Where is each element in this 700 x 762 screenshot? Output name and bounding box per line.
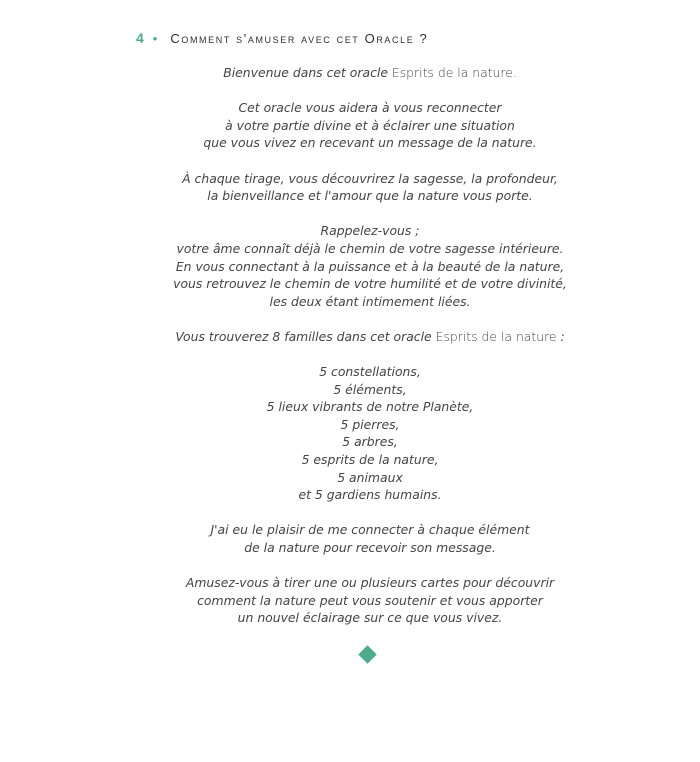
text-fragment: : — [556, 328, 565, 344]
text-line: Cet oracle vous aidera à vous reconnecter — [238, 100, 502, 116]
text-line: Rappelez-vous ; — [320, 223, 420, 239]
paragraph-pleasure — [0, 521, 700, 556]
text-line: vous retrouvez le chemin de votre humilité et de votre divinité, — [173, 276, 567, 292]
oracle-name: Esprits de la nature — [435, 328, 557, 344]
text-line: En vous connectant à la puissance et à la beauté de la nature, — [175, 258, 565, 274]
list-item: 5 éléments, — [333, 381, 407, 397]
running-header — [136, 30, 428, 46]
text-line: votre âme connaît déjà le chemin de votre sagesse intérieure. — [176, 240, 564, 256]
text-line: un nouvel éclairage sur ce que vous vivez. — [237, 610, 503, 626]
header-bullet: • — [152, 30, 158, 46]
diamond-ornament-icon — [358, 645, 376, 663]
families-list — [0, 363, 700, 504]
text-line: À chaque tirage, vous découvrirez la sagesse, la profondeur, — [182, 170, 558, 186]
page-body — [0, 64, 700, 645]
text-line: à votre partie divine et à éclairer une situation — [225, 117, 515, 133]
paragraph-purpose — [0, 99, 700, 152]
text-line: la bienveillance et l'amour que la nature vous porte. — [207, 188, 533, 204]
paragraph-draw — [0, 170, 700, 205]
list-item: et 5 gardiens humains. — [298, 487, 442, 503]
paragraph-enjoy — [0, 574, 700, 627]
paragraph-remember — [0, 222, 700, 310]
intro-paragraph — [0, 64, 700, 82]
list-item: 5 constellations, — [319, 364, 421, 380]
list-item: 5 esprits de la nature, — [301, 452, 439, 468]
list-item: 5 animaux — [337, 469, 403, 485]
text-line: Amusez-vous à tirer une ou plusieurs cartes pour découvrir — [185, 575, 555, 591]
oracle-name: Esprits de la nature. — [391, 65, 517, 80]
text-line: de la nature pour recevoir son message. — [244, 540, 496, 556]
list-item: 5 lieux vibrants de notre Planète, — [266, 399, 474, 415]
text-line: comment la nature peut vous soutenir et vous apporter — [197, 592, 543, 608]
running-title: Comment s'amuser avec cet Oracle ? — [170, 30, 429, 46]
text-line: J'ai eu le plaisir de me connecter à chaque élément — [210, 522, 530, 538]
page-number: 4 — [136, 30, 144, 46]
list-item: 5 pierres, — [340, 416, 400, 432]
text-fragment: Vous trouverez 8 familles dans cet oracle — [175, 328, 436, 344]
paragraph-families-intro — [0, 328, 700, 346]
text-line: que vous vivez en recevant un message de la nature. — [203, 135, 537, 151]
intro-text: Bienvenue dans cet oracle — [223, 65, 392, 80]
list-item: 5 arbres, — [342, 434, 398, 450]
text-line: les deux étant intimement liées. — [269, 293, 471, 309]
